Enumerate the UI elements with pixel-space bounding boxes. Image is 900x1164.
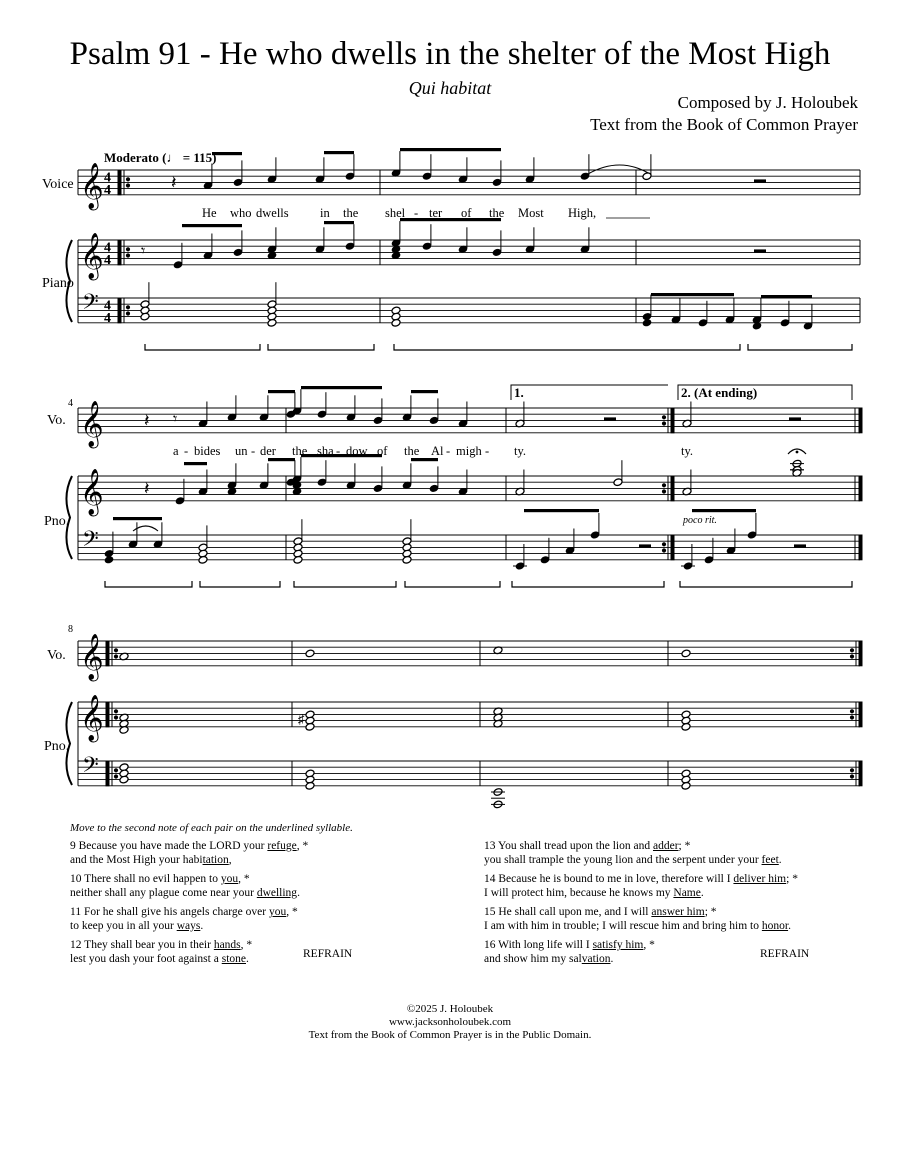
pedal-bracket xyxy=(200,581,280,587)
notehead xyxy=(104,555,114,564)
repeat-dot xyxy=(850,716,853,719)
half-rest xyxy=(754,179,766,183)
repeat-thick-bar xyxy=(118,298,121,323)
repeat-thick-bar xyxy=(859,641,862,666)
repeat-dot xyxy=(126,184,129,187)
lyric: der xyxy=(260,444,276,458)
quarter-rest-icon: 𝄽 xyxy=(171,172,177,193)
ending-2: 2. (At ending) xyxy=(681,385,758,400)
piano-label-short: Pno. xyxy=(44,514,70,529)
underlined-syllable: answer him xyxy=(651,906,705,918)
verse-text: 11 xyxy=(70,906,82,918)
verse-text: Because you have made the LORD your xyxy=(78,840,268,852)
lyric: dwells xyxy=(256,206,289,220)
verse-text: and show him my sal xyxy=(484,953,582,965)
bass-clef-icon: 𝄢 xyxy=(82,289,99,319)
verse-text: 13 xyxy=(484,840,496,852)
verse-text: 12 xyxy=(70,939,82,951)
verse-text: . xyxy=(246,953,249,965)
repeat-thick-bar xyxy=(106,641,109,666)
verse-text: , * xyxy=(296,840,309,852)
repeat-thick-bar xyxy=(671,408,674,433)
lyric: dow xyxy=(346,444,368,458)
verse-text: They shall bear you in their xyxy=(84,939,214,951)
lyric: a xyxy=(173,444,179,458)
sharp-icon: ♯ xyxy=(298,711,305,727)
pedal-bracket xyxy=(394,344,740,350)
final-thick-bar xyxy=(859,408,862,433)
verse-text: lest you dash your foot against a xyxy=(70,953,222,965)
public-domain-notice: Text from the Book of Common Prayer is in the Public Domain. xyxy=(308,1029,592,1041)
notehead xyxy=(642,318,652,327)
verse-text: to keep you in all your xyxy=(70,920,177,932)
underlined-syllable: ways xyxy=(176,920,201,932)
repeat-dot xyxy=(662,422,665,425)
composer-credit: Composed by J. Holoubek xyxy=(677,93,858,112)
eighth-rest-icon: 𝄾 xyxy=(173,411,178,429)
repeat-dot xyxy=(114,769,117,772)
underlined-syllable: adder xyxy=(652,840,679,852)
verse-text: , * xyxy=(643,939,655,951)
verses-left-column xyxy=(70,839,450,971)
verse-text: you shall trample the young lion and the serpent under your xyxy=(484,854,762,866)
lyric: migh xyxy=(456,444,482,458)
voice-label-short: Vo. xyxy=(47,413,66,428)
time-signature-bottom: 4 xyxy=(104,310,111,326)
lyric: - xyxy=(184,444,189,458)
beam xyxy=(184,462,207,465)
voice-label: Voice xyxy=(42,177,74,192)
beam xyxy=(761,295,812,298)
notehead xyxy=(391,318,401,327)
repeat-dot xyxy=(850,769,853,772)
verse-text: , * xyxy=(240,939,253,951)
beam xyxy=(268,458,295,461)
lyric: in xyxy=(320,206,330,220)
verse-text: ; * xyxy=(704,906,717,918)
treble-clef-icon: 𝄞 xyxy=(80,400,104,446)
refrain-left: REFRAIN xyxy=(303,948,353,960)
repeat-dot xyxy=(114,716,117,719)
notehead xyxy=(681,781,691,790)
time-signature-bottom: 4 xyxy=(104,182,111,198)
beam xyxy=(301,454,382,457)
verse-13 xyxy=(484,839,864,867)
treble-clef-icon: 𝄞 xyxy=(80,162,104,208)
beam xyxy=(524,509,599,512)
ending-1: 1. xyxy=(514,385,524,400)
lyric: the xyxy=(404,444,420,458)
beam xyxy=(400,148,501,151)
repeat-dot xyxy=(662,543,665,546)
verse-text: neither shall any plague come near your xyxy=(70,887,257,899)
verse-instruction: Move to the second note of each pair on the underlined syllable. xyxy=(70,822,353,834)
repeat-dot xyxy=(850,775,853,778)
lyric: the xyxy=(343,206,359,220)
verse-15 xyxy=(484,905,864,933)
beam xyxy=(212,152,242,155)
notehead xyxy=(267,318,277,327)
verse-text: 14 xyxy=(484,873,496,885)
beam xyxy=(692,509,756,512)
notehead xyxy=(402,555,412,564)
repeat-dot xyxy=(114,655,117,658)
verse-10 xyxy=(70,872,450,900)
underlined-syllable: deliver him xyxy=(733,873,787,885)
verse-text: I will protect him, because he knows my xyxy=(484,887,674,899)
notehead xyxy=(119,775,129,784)
verse-text: and the Most High your habi xyxy=(70,854,203,866)
pedal-bracket xyxy=(512,581,664,587)
treble-clef-icon: 𝄞 xyxy=(80,468,104,514)
verse-text: 16 xyxy=(484,939,496,951)
underlined-syllable: you xyxy=(268,906,287,918)
repeat-dot xyxy=(114,710,117,713)
poco-rit-marking: poco rit. xyxy=(683,515,717,526)
lyric: un xyxy=(235,444,248,458)
beam xyxy=(268,390,295,393)
repeat-dot xyxy=(662,416,665,419)
beam xyxy=(411,458,438,461)
pedal-bracket xyxy=(145,344,260,350)
voice-label-short-3: Vo. xyxy=(47,648,66,663)
notehead xyxy=(681,722,691,731)
underlined-syllable: feet xyxy=(761,854,779,866)
time-signature-bottom: 4 xyxy=(104,252,111,268)
verse-text: There shall no evil happen to xyxy=(84,873,221,885)
repeat-dot xyxy=(114,775,117,778)
lyric: - xyxy=(414,206,419,220)
verse-text: . xyxy=(200,920,204,932)
repeat-dot xyxy=(126,178,129,181)
repeat-dot xyxy=(662,549,665,552)
subtitle: Qui habitat xyxy=(408,78,492,98)
verse-text: . xyxy=(778,854,782,866)
pedal-bracket xyxy=(748,344,852,350)
verse-11 xyxy=(70,905,450,933)
repeat-thick-bar xyxy=(118,240,121,265)
lyric: ty. xyxy=(681,444,694,458)
bass-clef-icon: 𝄢 xyxy=(82,752,99,782)
footer xyxy=(0,1003,900,1042)
lyric: Al xyxy=(431,444,444,458)
beam xyxy=(651,293,734,296)
lyric: - xyxy=(336,444,341,458)
piano-label: Piano xyxy=(42,276,74,291)
repeat-dot xyxy=(850,710,853,713)
time-signature-top: 4 xyxy=(104,170,111,186)
repeat-thick-bar xyxy=(106,702,109,727)
quarter-rest-icon: 𝄽 xyxy=(144,410,150,431)
final-thick-bar xyxy=(859,535,862,560)
lyric: - xyxy=(251,444,256,458)
repeat-dot xyxy=(114,649,117,652)
verse-text: . xyxy=(297,887,300,899)
measure-number-4: 4 xyxy=(68,398,73,409)
verse-text: , * xyxy=(286,906,298,918)
verse-12 xyxy=(70,938,450,966)
quarter-rest-icon: 𝄽 xyxy=(144,478,150,499)
treble-clef-icon: 𝄞 xyxy=(80,694,104,740)
refrain-right: REFRAIN xyxy=(760,948,810,960)
lyric: - xyxy=(485,444,490,458)
verse-text: With long life will I xyxy=(498,939,593,951)
bass-clef-icon: 𝄢 xyxy=(82,526,99,556)
final-thick-bar xyxy=(859,476,862,501)
text-source-credit: Text from the Book of Common Prayer xyxy=(590,115,858,134)
lyric: He xyxy=(202,206,217,220)
verse-text: , xyxy=(228,854,232,866)
lyric: ter xyxy=(429,206,443,220)
underlined-syllable: tation xyxy=(202,854,229,866)
lyrics-system-1 xyxy=(202,206,650,220)
verse-text: 15 xyxy=(484,906,496,918)
lyrics-system-2 xyxy=(173,444,693,458)
verse-text: For he shall give his angels charge over xyxy=(83,906,269,918)
fermata-dot xyxy=(796,451,799,454)
beam xyxy=(324,221,354,224)
half-rest xyxy=(754,249,766,253)
notehead xyxy=(681,649,691,658)
beam xyxy=(301,386,382,389)
verse-text: 9 xyxy=(70,840,76,852)
lyric: the xyxy=(489,206,505,220)
notehead xyxy=(293,555,303,564)
tie xyxy=(588,165,650,174)
notes xyxy=(66,148,852,809)
repeat-thick-bar xyxy=(859,761,862,786)
treble-clef-icon: 𝄞 xyxy=(80,633,104,679)
underlined-syllable: Name xyxy=(673,887,701,899)
pedal-bracket xyxy=(105,581,192,587)
measure-number-8: 8 xyxy=(68,624,73,635)
underlined-syllable: refuge xyxy=(267,840,297,852)
repeat-dot xyxy=(850,649,853,652)
verse-text: ; * xyxy=(786,873,798,885)
notehead xyxy=(140,312,150,321)
repeat-thick-bar xyxy=(671,535,674,560)
lyric: shel xyxy=(385,206,406,220)
lyric: of xyxy=(461,206,472,220)
verse-text: , * xyxy=(238,873,250,885)
lyric: ty. xyxy=(514,444,527,458)
repeat-dot xyxy=(126,254,129,257)
pedal-bracket xyxy=(405,581,500,587)
verse-text: ; * xyxy=(678,840,691,852)
repeat-dot xyxy=(126,312,129,315)
lyric: sha xyxy=(317,444,334,458)
page-title: Psalm 91 - He who dwells in the shelter of the Most High xyxy=(69,36,831,72)
lyric: - xyxy=(446,444,451,458)
repeat-thick-bar xyxy=(106,761,109,786)
beam xyxy=(324,151,354,154)
lyric: the xyxy=(292,444,308,458)
verse-text: I am with him in trouble; I will rescue him and bring him to xyxy=(484,920,762,932)
eighth-rest-icon: 𝄾 xyxy=(141,243,146,261)
lyric: Most xyxy=(518,206,544,220)
lyric: bides xyxy=(194,444,221,458)
pedal-bracket xyxy=(294,581,396,587)
lyric: who xyxy=(230,206,252,220)
website: www.jacksonholoubek.com xyxy=(388,1016,512,1028)
verse-9 xyxy=(70,839,450,867)
lyric: High, xyxy=(568,206,597,220)
verse-text: You shall tread upon the lion and xyxy=(497,840,653,852)
underlined-syllable: honor xyxy=(761,920,789,932)
repeat-dot xyxy=(662,490,665,493)
repeat-dot xyxy=(662,484,665,487)
copyright: ©2025 J. Holoubek xyxy=(406,1003,494,1015)
notehead xyxy=(198,555,208,564)
beam xyxy=(182,224,242,227)
underlined-syllable: satisfy him xyxy=(592,939,644,951)
treble-clef-icon: 𝄞 xyxy=(80,232,104,278)
time-signature-top: 4 xyxy=(104,298,111,314)
half-rest xyxy=(794,544,806,548)
staff-lines xyxy=(78,170,860,786)
notehead xyxy=(305,649,315,658)
verse-text: . xyxy=(788,920,791,932)
beam xyxy=(113,517,162,520)
repeat-thick-bar xyxy=(118,170,121,195)
verse-text: . xyxy=(610,953,614,965)
pedal-bracket xyxy=(268,344,374,350)
half-rest xyxy=(604,417,616,421)
notehead xyxy=(305,722,315,731)
repeat-thick-bar xyxy=(859,702,862,727)
repeat-thick-bar xyxy=(671,476,674,501)
repeat-dot xyxy=(850,655,853,658)
verse-text: . xyxy=(700,887,704,899)
repeat-dot xyxy=(126,306,129,309)
underlined-syllable: stone xyxy=(221,953,246,965)
piano-label-short-3: Pno. xyxy=(44,739,70,754)
pedal-bracket xyxy=(680,581,852,587)
verse-text: Because he is bound to me in love, therefore will I xyxy=(498,873,734,885)
tempo-marking: Moderato (♩ = 115) xyxy=(104,150,217,165)
repeat-dot xyxy=(126,248,129,251)
time-signature-top: 4 xyxy=(104,240,111,256)
verse-14 xyxy=(484,872,864,900)
verse-text: 10 xyxy=(70,873,82,885)
beam xyxy=(411,390,438,393)
half-rest xyxy=(639,544,651,548)
underlined-syllable: vation xyxy=(581,953,611,965)
barlines xyxy=(78,170,862,786)
underlined-syllable: dwelling xyxy=(256,887,298,899)
underlined-syllable: you xyxy=(220,873,239,885)
underlined-syllable: hands xyxy=(213,939,241,951)
lyric: of xyxy=(377,444,388,458)
half-rest xyxy=(789,417,801,421)
notehead xyxy=(305,781,315,790)
verse-text: He shall call upon me, and I will xyxy=(498,906,652,918)
